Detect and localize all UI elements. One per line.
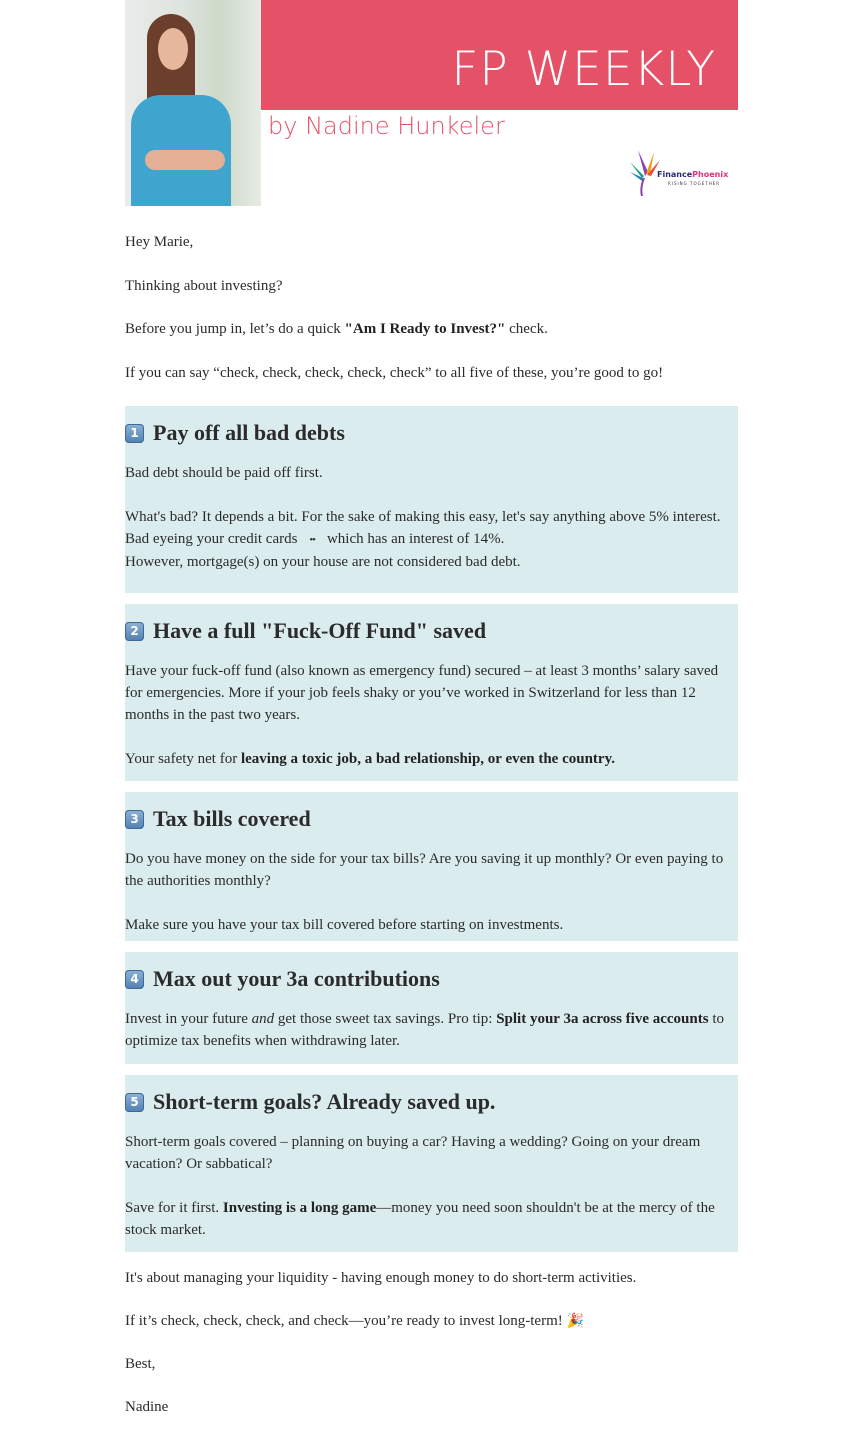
party-popper-icon: 🎉	[566, 1314, 584, 1329]
section-paragraph: Bad debt should be paid off first.	[125, 465, 323, 481]
section-heading: 3 Tax bills covered	[125, 804, 738, 834]
section-paragraph: Short-term goals covered – planning on buying a car? Having a wedding? Going on your dream vacation? Or sabbatical?	[125, 1134, 701, 1172]
author-photo	[125, 0, 261, 206]
keycap-4-icon: 4	[125, 970, 144, 989]
logo-brand-b: Phoenix	[692, 170, 729, 179]
signoff: Best,	[125, 1356, 156, 1372]
section-heading: 2 Have a full "Fuck-Off Fund" saved	[125, 616, 738, 646]
checklist-item-1	[125, 406, 738, 593]
greeting: Hey Marie,	[125, 234, 194, 250]
keycap-3-icon: 3	[125, 810, 144, 829]
checklist-item-3	[125, 792, 738, 941]
section-paragraph: Your safety net for leaving a toxic job, a bad relationship, or even the country.	[125, 751, 616, 767]
checklist-item-2	[125, 604, 738, 781]
keycap-1-icon: 1	[125, 424, 144, 443]
checklist-item-4	[125, 952, 738, 1064]
keycap-2-icon: 2	[125, 622, 144, 641]
section-paragraph: Save for it first. Investing is a long game—money you need soon shouldn't be at the mercy of the stock market.	[125, 1200, 715, 1238]
logo-brand-a: Finance	[657, 170, 693, 179]
section-heading: 1 Pay off all bad debts	[125, 418, 738, 448]
section-paragraph: Have your fuck-off fund (also known as emergency fund) secured – at least 3 months’ salary saved for emergencies. More if your job feels shaky or you’ve worked in Switzerland for less than 12 months in the past two years.	[125, 663, 719, 723]
outro-line-1: It's about managing your liquidity - having enough money to do short-term activities.	[125, 1270, 637, 1286]
section-heading: 4 Max out your 3a contributions	[125, 964, 738, 994]
phoenix-logo-icon	[630, 148, 660, 196]
banner-title: FP WEEKLY	[451, 42, 716, 97]
financephoenix-logo	[630, 148, 735, 196]
newsletter-header	[125, 0, 738, 206]
section-paragraph: What's bad? It depends a bit. For the sake of making this easy, let's say anything above 5% interest. Bad eyeing your credit cards •• which has an interest of 14%. However, mortgage(s) on your house are not considered bad debt.	[125, 509, 721, 570]
author-name: Nadine	[125, 1399, 169, 1415]
intro-line-2: Before you jump in, let’s do a quick "Am I Ready to Invest?" check.	[125, 321, 548, 337]
section-heading: 5 Short-term goals? Already saved up.	[125, 1087, 738, 1117]
title-banner	[261, 0, 738, 110]
intro-line-3: If you can say “check, check, check, check, check” to all five of these, you’re good to go!	[125, 365, 664, 381]
newsletter	[125, 0, 738, 1415]
logo-tagline: RISING TOGETHER	[668, 181, 721, 186]
byline: by Nadine Hunkeler	[268, 112, 505, 140]
eyes-emoji-icon: ••	[309, 534, 316, 546]
section-paragraph: Invest in your future and get those sweet tax savings. Pro tip: Split your 3a across five accounts to optimize tax benefits when withdrawing later.	[125, 1011, 724, 1049]
section-paragraph: Make sure you have your tax bill covered before starting on investments.	[125, 917, 564, 933]
outro-line-2: If it’s check, check, check, and check—you’re ready to invest long-term! 🎉	[125, 1310, 738, 1333]
section-paragraph: Do you have money on the side for your tax bills? Are you saving it up monthly? Or even paying to the authorities monthly?	[125, 851, 724, 889]
intro-line-1: Thinking about investing?	[125, 278, 283, 294]
keycap-5-icon: 5	[125, 1093, 144, 1112]
checklist-item-5	[125, 1075, 738, 1252]
